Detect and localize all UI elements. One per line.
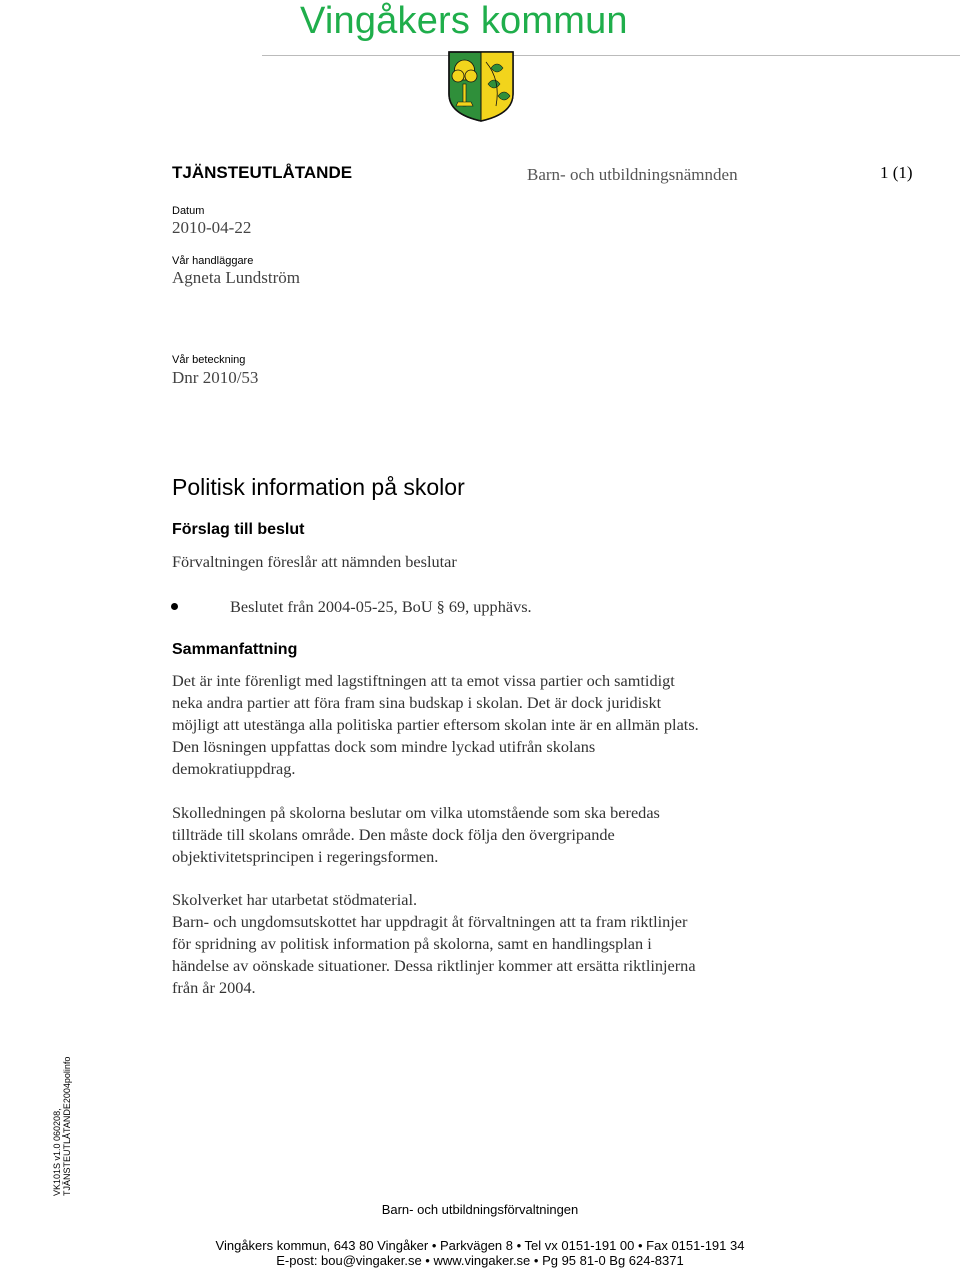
text-line: för spridning av politisk information på skolorna, samt en handlingsplan i [172,934,652,953]
text-line: neka andra partier att föra fram sina budskap i skolan. Det är dock juridiskt [172,693,662,712]
text-line: tillträde till skolans område. Den måste dock följa den övergripande [172,825,615,844]
text-line: Skolverket har utarbetat stödmaterial. [172,890,418,909]
summary-paragraph-3 [172,889,792,999]
date-label: Datum [172,205,205,217]
header-divider [262,55,960,56]
text-line: möjligt att utestänga alla politiska partier eftersom skolan inte är en allmän plats. [172,715,699,734]
summary-paragraph-1 [172,670,792,780]
summary-heading: Sammanfattning [172,641,298,658]
footer-address: Vingåkers kommun, 643 80 Vingåker • Parkvägen 8 • Tel vx 0151-191 00 • Fax 0151-191 34 [215,1238,745,1253]
date-value: 2010-04-22 [172,218,252,237]
text-line: demokratiuppdrag. [172,759,296,778]
coat-of-arms-logo [446,50,516,122]
text-line: Det är inte förenligt med lagstiftningen att ta emot vissa partier och samtidigt [172,671,675,690]
handler-value: Agneta Lundström [172,268,300,287]
template-identifier [52,1057,72,1196]
proposal-intro: Förvaltningen föreslår att nämnden beslutar [172,552,457,571]
document-title: Politisk information på skolor [172,474,465,500]
footer-department: Barn- och utbildningsförvaltningen [381,1202,579,1217]
reference-label: Vår beteckning [172,354,246,366]
bullet-point-icon [171,603,178,610]
reference-value: Dnr 2010/53 [172,368,259,387]
board-name: Barn- och utbildningsnämnden [527,165,738,184]
org-name: Vingåkers kommun [300,0,628,42]
proposal-heading: Förslag till beslut [172,521,305,538]
handler-label: Vår handläggare [172,255,254,267]
footer-contact: E-post: bou@vingaker.se • www.vingaker.se • Pg 95 81-0 Bg 624-8371 [276,1253,684,1268]
text-line: från år 2004. [172,978,256,997]
template-line-1: VK101S v1.0 060208, [52,1108,62,1196]
template-line-2: TJÄNSTEUTLÅTANDE2004polinfo [62,1056,72,1196]
proposal-bullet: Beslutet från 2004-05-25, BoU § 69, upphävs. [230,597,532,616]
page-number: 1 (1) [880,163,913,182]
text-line: Skolledningen på skolorna beslutar om vilka utomstående som ska beredas [172,803,660,822]
summary-paragraph-2 [172,802,792,868]
text-line: Barn- och ungdomsutskottet har uppdragit åt förvaltningen att ta fram riktlinjer [172,912,688,931]
text-line: objektivitetsprincipen i regeringsformen. [172,847,439,866]
text-line: händelse av oönskade situationer. Dessa riktlinjer kommer att ersätta riktlinjerna [172,956,696,975]
text-line: Den lösningen uppfattas dock som mindre lyckad utifrån skolans [172,737,596,756]
document-type: TJÄNSTEUTLÅTANDE [172,163,353,182]
